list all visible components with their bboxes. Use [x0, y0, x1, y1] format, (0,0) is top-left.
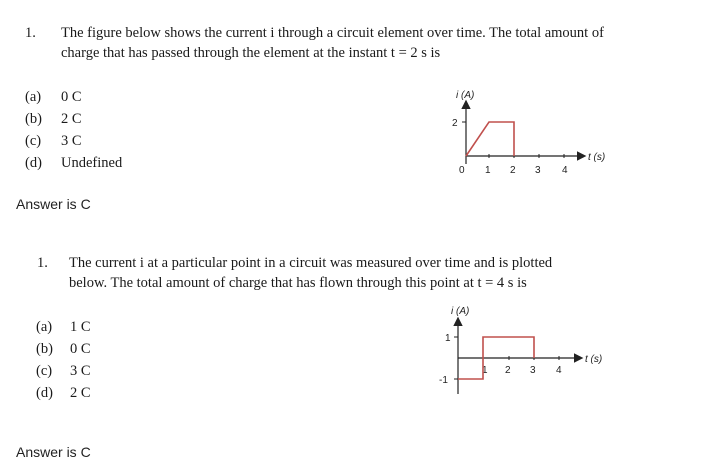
q1-option-d: [25, 152, 122, 174]
q1-x-tick-label-1: 1: [485, 165, 491, 176]
q2-option-c: [36, 360, 91, 382]
q2-y-tick-label-neg: -1: [439, 375, 448, 386]
q2-option-c-letter: (c): [36, 363, 53, 379]
q2-option-a-letter: (a): [36, 319, 53, 335]
q1-option-b: [25, 108, 122, 130]
q1-text-line2: charge that has passed through the element at the instant t = 2 s is: [61, 45, 441, 61]
q2-number: 1.: [37, 255, 48, 271]
q2-option-d: [36, 382, 91, 404]
q2-x-tick-label-1: 1: [482, 365, 488, 376]
q2-answer: Answer is C: [16, 444, 91, 460]
q2-text-line2: below. The total amount of charge that has flown through this point at t = 4 s is: [69, 275, 527, 291]
q1-x-tick-label-4: 4: [562, 165, 568, 176]
q2-option-b-letter: (b): [36, 341, 53, 357]
q2-option-b-text: 0 C: [70, 341, 91, 357]
q1-option-a: [25, 86, 122, 108]
q1-option-b-text: 2 C: [61, 111, 82, 127]
q1-option-b-letter: (b): [25, 111, 42, 127]
q1-option-d-letter: (d): [25, 155, 42, 171]
q2-graph: [425, 302, 625, 402]
q2-x-tick-label-4: 4: [556, 365, 562, 376]
q1-option-d-text: Undefined: [61, 155, 123, 171]
q1-option-c: [25, 130, 122, 152]
q1-graph: [440, 84, 630, 184]
q1-option-c-text: 3 C: [61, 133, 82, 149]
q1-option-a-text: 0 C: [61, 89, 82, 105]
q2-option-d-text: 2 C: [70, 385, 91, 401]
q1-x-tick-label-2: 2: [510, 165, 516, 176]
q1-y-axis-label: i (A): [456, 90, 475, 101]
q1-x-axis-label: t (s): [588, 152, 606, 163]
q1-current-waveform: [466, 122, 514, 156]
q1-answer: Answer is C: [16, 196, 91, 212]
q2-y-tick-label-pos: 1: [445, 333, 451, 344]
q1-x-tick-label-0: 0: [459, 165, 465, 176]
q1-y-tick-label: 2: [452, 118, 458, 129]
q2-text-line1: The current i at a particular point in a circuit was measured over time and is plotted: [69, 255, 553, 271]
q2-option-a: [36, 316, 91, 338]
q2-option-d-letter: (d): [36, 385, 53, 401]
q2-x-axis-label: t (s): [585, 354, 603, 365]
q2-option-a-text: 1 C: [70, 319, 91, 335]
q2-x-tick-label-3: 3: [530, 365, 536, 376]
q2-x-tick-label-2: 2: [505, 365, 511, 376]
q2-option-b: [36, 338, 91, 360]
q1-text-line1: The figure below shows the current i through a circuit element over time. The total amount of: [61, 25, 604, 41]
q2-option-c-text: 3 C: [70, 363, 91, 379]
q1-number: 1.: [25, 25, 36, 41]
q2-options: [36, 316, 91, 404]
q1-option-c-letter: (c): [25, 133, 42, 149]
q1-x-tick-label-3: 3: [535, 165, 541, 176]
q1-options: [25, 86, 122, 174]
q2-y-axis-label: i (A): [451, 306, 470, 317]
q1-option-a-letter: (a): [25, 89, 42, 105]
